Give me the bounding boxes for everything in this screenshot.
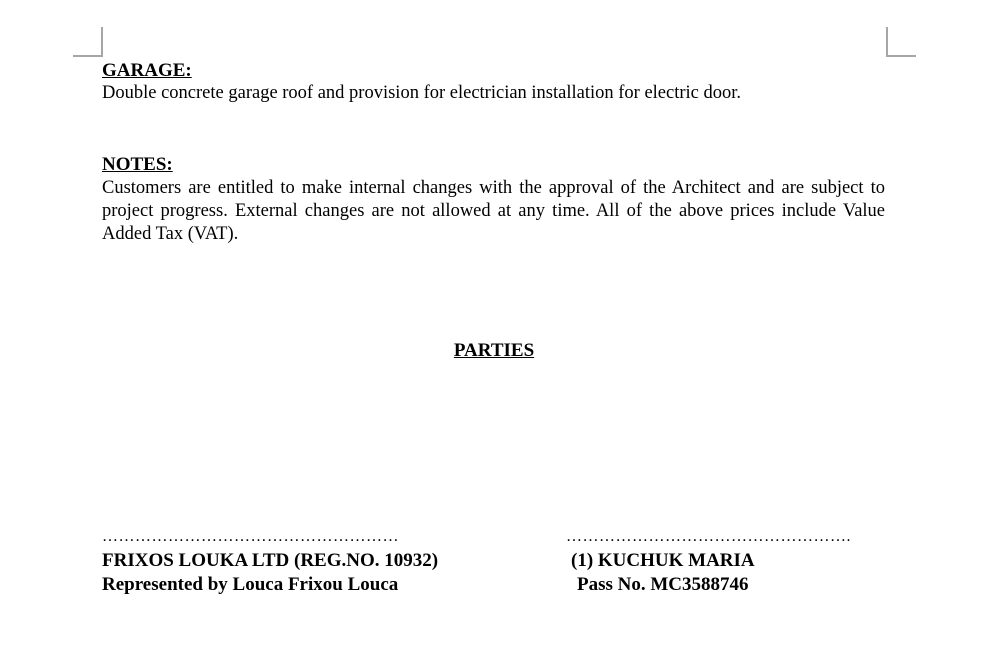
signature-line-left: ……………………………………………… <box>102 528 399 545</box>
page-corner-mark-left <box>73 27 103 57</box>
notes-text: Customers are entitled to make internal changes with the approval of the Architect and are subject to project progress. External changes are not allowed at any time. All of the above prices include Value Added Tax (VAT). <box>102 178 885 244</box>
page-corner-mark-right <box>886 27 916 57</box>
party-right-pass-number: Pass No. MC3588746 <box>577 574 749 595</box>
notes-heading: NOTES: <box>102 154 173 175</box>
garage-text: Double concrete garage roof and provision for electrician installation for electric door. <box>102 83 742 103</box>
signature-line-right: ……………………………………………. <box>566 528 851 545</box>
parties-title: PARTIES <box>453 340 535 361</box>
party-left-name: FRIXOS LOUKA LTD (REG.NO. 10932) <box>102 550 439 571</box>
party-right-name: (1) KUCHUK MARIA <box>571 550 755 571</box>
party-left-representative: Represented by Louca Frixou Louca <box>102 574 399 595</box>
garage-heading: GARAGE: <box>102 60 192 81</box>
